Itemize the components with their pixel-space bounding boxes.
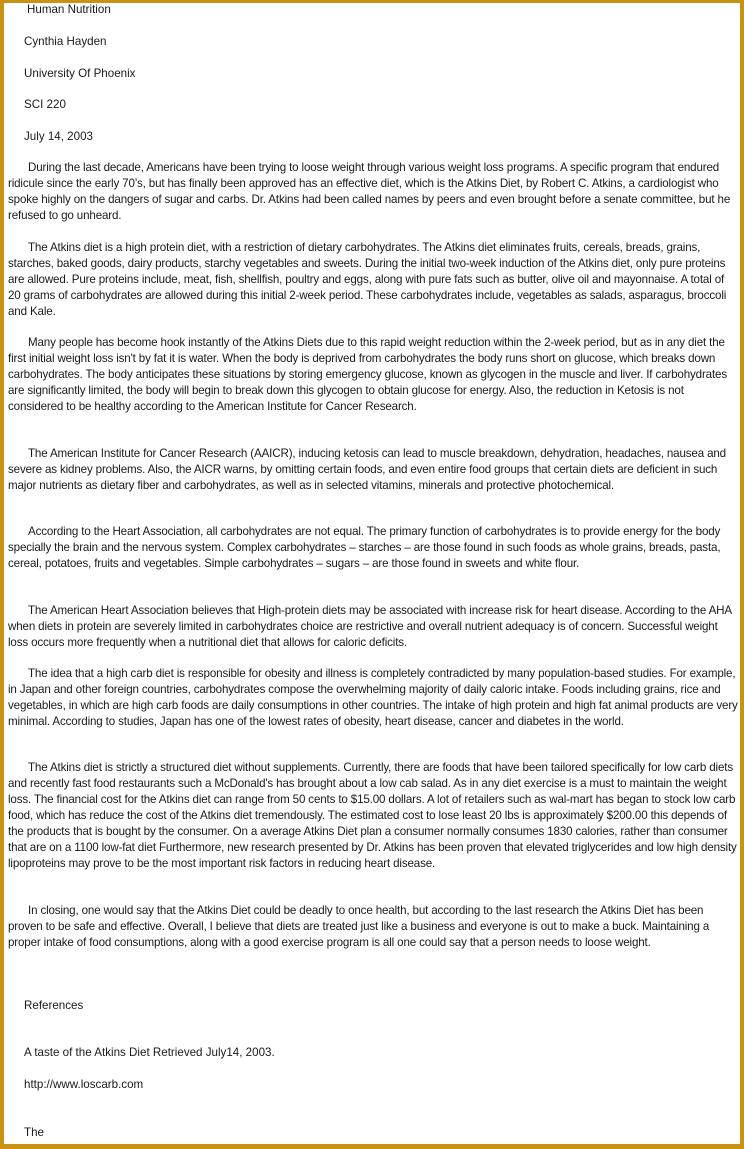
- body-paragraph-3: Many people has become hook instantly of the Atkins Diets due to this rapid weight reduction within the 2-week period, but as in any diet the first initial weight loss isn't by fat it is water. When the body is deprived from carbohydrates the body runs short on glucose, which breaks down carbohydrates. The body anticipates these situations by storing emergency glucose, known as glycogen in the muscle and liver. If carbohydrates are significantly limited, the body will begin to break down this glycogen to obtain glucose for energy. Also, the reduction in Ketosis is not considered to be healthy according to the American Institute for Cancer Research.: [8, 336, 727, 413]
- references-heading: References: [24, 999, 84, 1012]
- institution-name: University Of Phoenix: [24, 67, 136, 80]
- course-title: Human Nutrition: [27, 3, 111, 16]
- course-code: SCI 220: [24, 98, 66, 111]
- document-date: July 14, 2003: [24, 130, 93, 143]
- body-paragraph-4: The American Institute for Cancer Research (AAICR), inducing ketosis can lead to muscle breakdown, dehydration, headaches, nausea and severe as kidney problems. Also, the AICR warns, by omitting certain foods, and even entire food groups that certain diets are deficient in such major nutrients as dietary fiber and carbohydrates, as well as in selected vitamins, minerals and protective photochemical.: [8, 447, 726, 492]
- body-paragraph-2: The Atkins diet is a high protein diet, with a restriction of dietary carbohydrates. The Atkins diet eliminates fruits, cereals, breads, grains, starches, baked goods, dairy products, starchy vegetables and sweets. During the initial two-week induction of the Atkins diet, only pure proteins are allowed. Pure proteins include, meat, fish, shellfish, poultry and eggs, along with pure fats such as butter, olive oil and mayonnaise. A total of 20 grams of carbohydrates are allowed during this initial 2-week period. These carbohydrates include, vegetables as salads, asparagus, broccoli and Kale.: [8, 241, 727, 318]
- body-paragraph-8: The Atkins diet is strictly a structured diet without supplements. Currently, there are foods that have been tailored specifically for low carb diets and recently fast food restaurants such a McDonald's has brought about a low cab salad. As in any diet exercise is a must to maintain the weight loss. The financial cost for the Atkins diet can range from 50 cents to $15.00 dollars. A lot of retailers such as wal-mart has began to stock low carb food, which has reduce the cost of the Atkins diet tremendously. The estimated cost to lose least 20 lbs is approximately $200.00 this depends of the products that is bought by the consumer. On a average Atkins Diet plan a consumer normally consumes 1830 calories, rather than consumer that are on a 1100 low-fat diet Furthermore, new research presented by Dr. Atkins has been proven that elevated triglycerides and low high density lipoproteins may prove to be the most important risk factors in reducing heart disease.: [8, 761, 737, 870]
- body-paragraph-5: According to the Heart Association, all carbohydrates are not equal. The primary function of carbohydrates is to provide energy for the body specially the brain and the nervous system. Complex carbohydrates – starches – are those found in such foods as whole grains, breads, pasta, cereal, potatoes, fruits and vegetables. Simple carbohydrates – sugars – are those found in sweets and white flour.: [8, 525, 721, 570]
- reference-entry-1: A taste of the Atkins Diet Retrieved July14, 2003.: [24, 1046, 275, 1059]
- body-paragraph-9: In closing, one would say that the Atkins Diet could be deadly to once health, but according to the last research the Atkins Diet has been proven to be safe and effective. Overall, I believe that diets are treated just like a business and everyone is out to make a buck. Maintaining a proper intake of food consumptions, along with a good exercise program is all one could say that a person needs to loose weight.: [8, 904, 710, 949]
- document-page: [4, 3, 740, 1144]
- body-paragraph-7: The idea that a high carb diet is responsible for obesity and illness is completely contradicted by many population-based studies. For example, in Japan and other foreign countries, carbohydrates compose the overwhelming majority of daily caloric intake. Foods including grains, rice and vegetables, in which are high carb foods are daily consumptions in other countries. The intake of high protein and high fat animal products are very minimal. According to studies, Japan has one of the lowest rates of obesity, heart disease, cancer and diabetes in the world.: [8, 667, 738, 728]
- author-name: Cynthia Hayden: [24, 35, 107, 48]
- body-paragraph-1: During the last decade, Americans have been trying to loose weight through various weight loss programs. A specific program that endured ridicule since the early 70’s, but has finally been approved has an effective diet, which is the Atkins Diet, by Robert C. Atkins, a cardiologist who spoke highly on the dangers of sugar and carbs. Dr. Atkins had been called names by peers and even brought before a senate committee, but he refused to go unheard.: [8, 161, 731, 222]
- body-paragraph-6: The American Heart Association believes that High-protein diets may be associated with increase risk for heart disease. According to the AHA when diets in protein are severely limited in carbohydrates choice are restrictive and overall nutrient adequacy is of concern. Successful weight loss occurs more frequently when a nutritional diet that allows for caloric deficits.: [8, 604, 732, 649]
- reference-entry-3: The: [24, 1126, 44, 1139]
- reference-link[interactable]: http://www.loscarb.com: [24, 1078, 144, 1091]
